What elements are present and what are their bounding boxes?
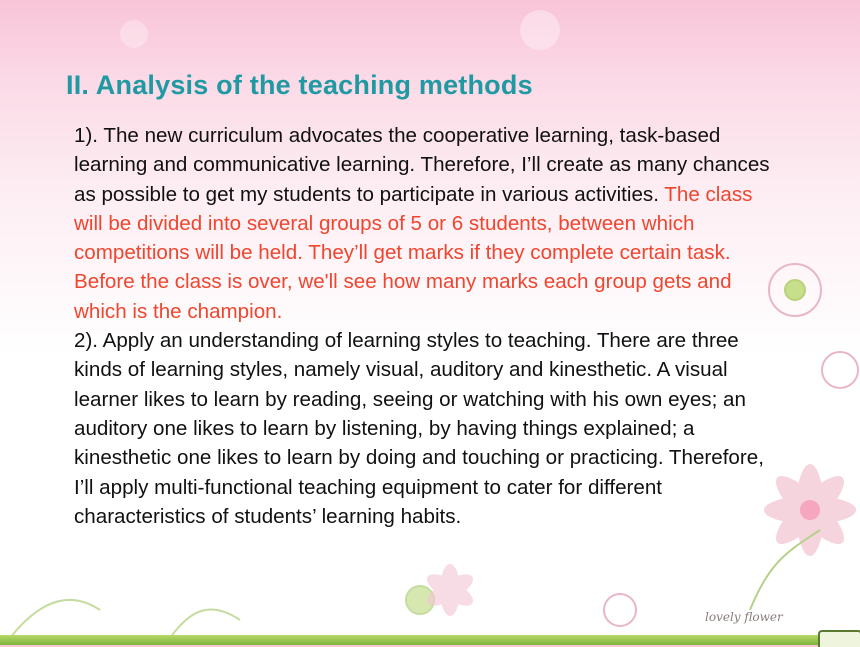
top-flower-bubble <box>120 20 148 48</box>
paragraph-1-text: 1). The new curriculum advocates the cooperative learning, task-based learning and communicative learning. Therefore, I’ll create as many chances as possible to get my students to participate in various activities. <box>74 124 770 206</box>
signature-text: lovely flower <box>705 610 783 624</box>
paragraph-1-highlight: The class will be divided into several groups of 5 or 6 students, between which competitions will be held. They’ll get marks if they complete certain task. Before the class is over, we'll see how many marks each group gets and which is the champion. <box>74 182 753 323</box>
paragraph-1 <box>74 121 774 326</box>
top-flower-bubble <box>520 10 560 50</box>
paragraph-2: 2). Apply an understanding of learning styles to teaching. There are three kinds of learning styles, namely visual, auditory and kinesthetic. A visual learner likes to learn by reading, seeing or watching with his own eyes; an auditory one likes to learn by listening, by having things explained; a kinesthetic one likes to learn by doing and touching or practicing. Therefore, I’ll apply multi-functional teaching equipment to cater for different characteristics of students’ learning habits. <box>74 329 764 528</box>
slide-title: II. Analysis of the teaching methods <box>66 70 533 100</box>
flower-decoration-bottom <box>0 560 700 640</box>
slide-body <box>74 121 774 531</box>
corner-badge <box>818 630 860 647</box>
bottom-bar <box>0 635 860 645</box>
